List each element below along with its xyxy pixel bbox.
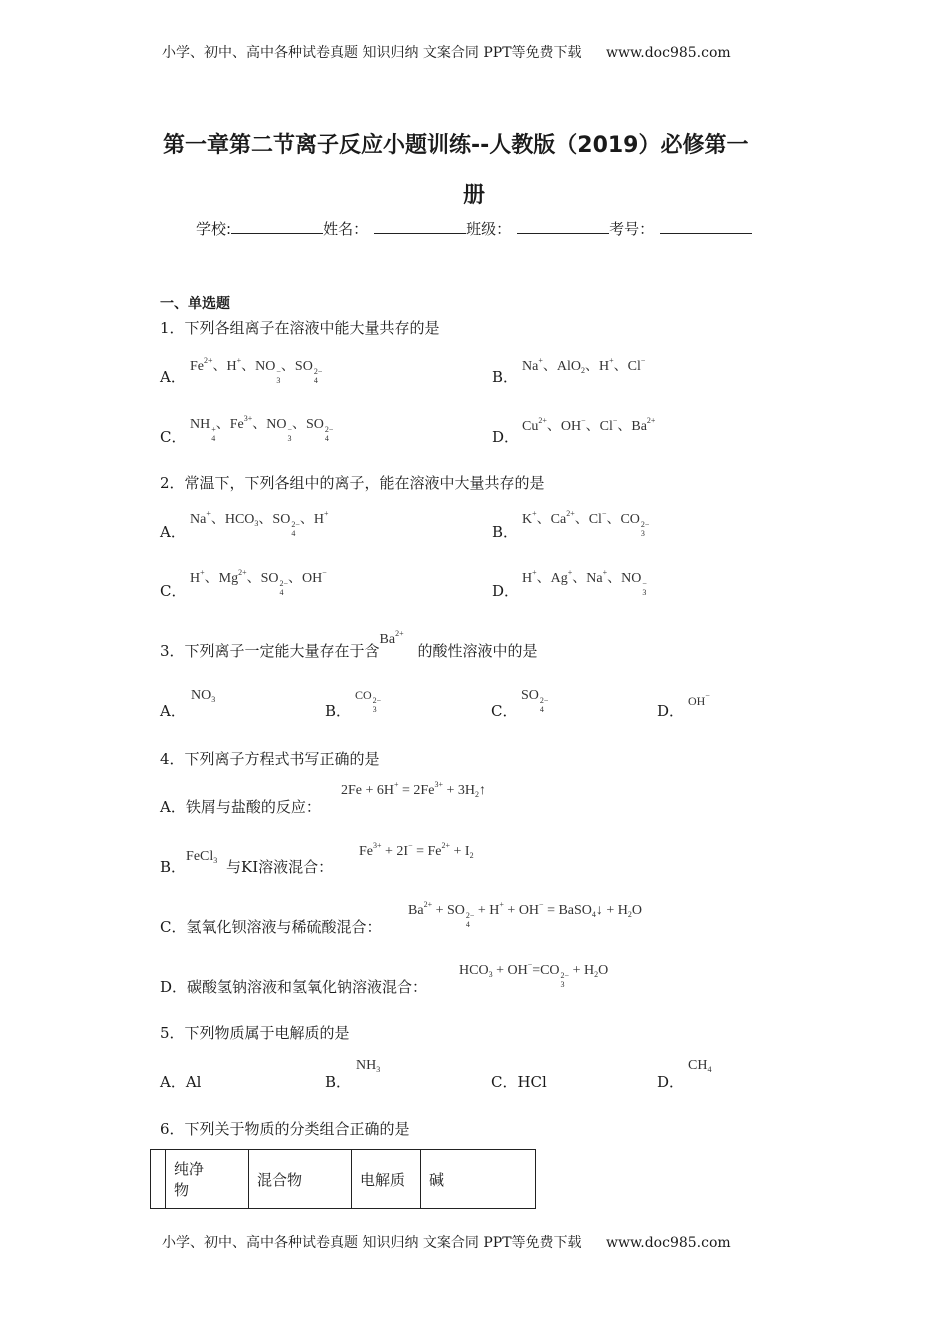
q4-option-b-label[interactable] (160, 849, 334, 877)
student-info-line (196, 218, 752, 239)
header-url: www.doc985.com (605, 45, 731, 61)
q4-option-b-formula: $Fe^{3+} + 2I^- = Fe^{2+} + I_2$ (359, 841, 474, 860)
q3-option-b-label[interactable]: B． (325, 702, 352, 720)
q1-option-b-label[interactable]: B． (492, 368, 519, 386)
school-blank[interactable] (231, 219, 323, 234)
section-heading: 一、单选题 (160, 296, 230, 312)
q3-option-a-label[interactable]: A． (160, 702, 186, 720)
table-header-base: 碱 (421, 1150, 536, 1209)
q2-option-b-label[interactable]: B． (492, 523, 519, 541)
q3-option-a-formula: $NO_3$ (191, 688, 216, 704)
q2-stem: 2．常温下，下列各组中的离子，能在溶液中大量共存的是 (160, 474, 545, 492)
table-header-electrolyte: 电解质 (352, 1150, 421, 1209)
q1-option-a-label[interactable]: A． (160, 368, 186, 386)
q2-option-d-formula: H+、Ag+、Na+、NO − 3 (522, 568, 647, 597)
q5-option-d-label[interactable]: D． (657, 1073, 685, 1091)
q1-option-c-formula: NH + 4 、$Fe^{3+}$、NO − 3 、SO 2− 4 (190, 414, 334, 443)
q1-option-d-label[interactable]: D． (492, 428, 520, 446)
q4-option-b-prefix: B． (160, 858, 187, 876)
number-label: 考号： (609, 220, 655, 238)
q1-option-d-formula: $Cu^{2+}$、OH−、Cl−、$Ba^{2+}$ (522, 416, 656, 434)
header-text: 小学、初中、高中各种试卷真题 知识归纳 文案合同 PPT等免费下载 (162, 45, 582, 61)
q3-option-c-formula: SO 2− 4 (521, 688, 549, 714)
number-blank[interactable] (660, 219, 752, 234)
q1-option-a-formula: $Fe^{2+}$、H+、NO − 3 、SO 2− 4 (190, 356, 323, 385)
name-label: 姓名： (323, 220, 369, 238)
q2-option-a-formula: Na+、$HCO_3$、SO 2− 4 、H+ (190, 509, 329, 538)
q3-option-b-formula: CO 2− 3 (355, 688, 382, 714)
pure-substance-line2: 物 (174, 1181, 190, 1199)
q3-option-d-label[interactable]: D． (657, 702, 685, 720)
q4-option-b-fecl3: FeCl$_3$ (186, 849, 218, 865)
q4-option-c-formula: $Ba^{2+}$ + SO 2− 4 + H+ + OH− = BaSO$_4$↓ + $H_2O$ (408, 900, 643, 929)
page-footer (162, 1232, 731, 1252)
q1-option-c-label[interactable]: C． (160, 428, 187, 446)
page-header (162, 42, 731, 62)
q5-option-b-formula: $NH_3$ (356, 1058, 381, 1074)
q4-stem: 4．下列离子方程式书写正确的是 (160, 750, 380, 768)
document-title-line1: 第一章第二节离子反应小题训练--人教版（2019）必修第一 (163, 133, 749, 158)
class-blank[interactable] (517, 219, 609, 234)
q5-option-b-label[interactable]: B． (325, 1073, 352, 1091)
table-header-pure-substance (166, 1150, 249, 1209)
q4-option-a-label[interactable]: A．铁屑与盐酸的反应： (160, 798, 321, 816)
q3-option-d-formula: OH− (688, 691, 710, 708)
pure-substance-line1: 纯净 (174, 1160, 205, 1178)
q2-option-a-label[interactable]: A． (160, 523, 186, 541)
document-title-line2: 册 (463, 183, 486, 208)
q6-stem: 6．下列关于物质的分类组合正确的是 (160, 1120, 410, 1138)
q3-stem-pre: 3．下列离子一定能大量存在于含 (160, 642, 380, 660)
footer-url: www.doc985.com (605, 1235, 731, 1251)
table-cell-blank (151, 1150, 166, 1209)
q4-option-c-label[interactable]: C．氢氧化钡溶液与稀硫酸混合： (160, 918, 382, 936)
table-row (151, 1150, 536, 1209)
q2-option-c-label[interactable]: C． (160, 582, 187, 600)
q2-option-c-formula: H+、$Mg^{2+}$、SO 2− 4 、OH− (190, 568, 327, 597)
q4-option-b-mid: 与KI溶液混合： (226, 858, 334, 876)
q4-option-d-formula: $HCO_3 + OH^-=CO$ 2− 3 + $H_2O$ (459, 960, 609, 989)
footer-text: 小学、初中、高中各种试卷真题 知识归纳 文案合同 PPT等免费下载 (162, 1235, 582, 1251)
q3-stem-post: 的酸性溶液中的是 (417, 642, 538, 660)
q1-stem: 1．下列各组离子在溶液中能大量共存的是 (160, 319, 440, 337)
q3-ba-formula: $Ba^{2+}$ (379, 629, 404, 647)
q4-option-d-label[interactable]: D．碳酸氢钠溶液和氢氧化钠溶液混合： (160, 978, 428, 996)
q2-option-d-label[interactable]: D． (492, 582, 520, 600)
q3-stem (160, 629, 538, 661)
q3-option-c-label[interactable]: C． (491, 702, 518, 720)
q5-option-a-label[interactable]: A．Al (160, 1073, 202, 1091)
q4-option-a-formula: $2Fe + 6H^+ = 2Fe^{3+}$ + $3H_2↑$ (341, 780, 486, 799)
q5-option-c-label[interactable]: C．HCl (491, 1073, 547, 1091)
name-blank[interactable] (374, 219, 466, 234)
q1-option-b-formula: Na+、AlO$_2$、H+、Cl− (522, 356, 646, 375)
class-label: 班级： (466, 220, 512, 238)
q5-stem: 5．下列物质属于电解质的是 (160, 1024, 350, 1042)
table-header-mixture: 混合物 (249, 1150, 352, 1209)
q5-option-d-formula: $CH_4$ (688, 1058, 712, 1074)
q6-table (150, 1149, 536, 1209)
q2-option-b-formula: K+、$Ca^{2+}$、Cl−、CO 2− 3 (522, 509, 650, 538)
school-label: 学校: (196, 220, 232, 238)
